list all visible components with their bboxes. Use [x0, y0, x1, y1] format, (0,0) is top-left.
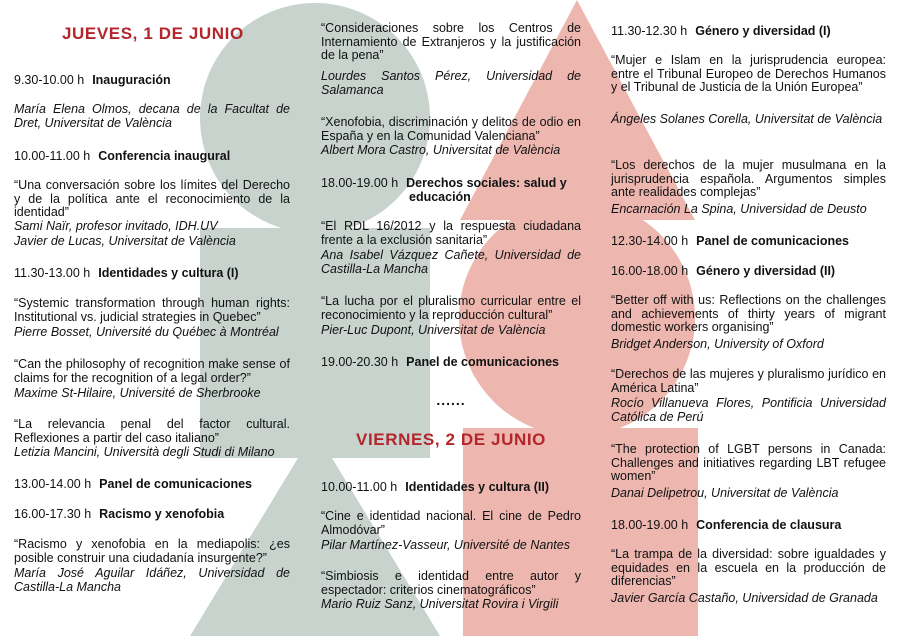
friday-heading: VIERNES, 2 DE JUNIO [356, 430, 546, 449]
slot-conferencia-inaugural [14, 149, 230, 163]
speaker: Maxime St-Hilaire, Université de Sherbrooke [14, 386, 261, 400]
talk-title: “Cine e identidad nacional. El cine de Pedro Almodóvar” [321, 509, 581, 537]
speaker: Ángeles Solanes Corella, Universitat de València [611, 112, 883, 126]
speaker: Bridget Anderson, University of Oxford [611, 337, 824, 351]
speaker: Lourdes Santos Pérez, Universidad de Salamanca [321, 69, 581, 97]
speaker: Encarnación La Spina, Universidad de Deusto [611, 202, 867, 216]
speaker: Sami Naïr, profesor invitado, IDH.UV [14, 219, 218, 233]
talk-title: “El RDL 16/2012 y la respuesta ciudadana frente a la exclusión sanitaria” [321, 219, 581, 247]
speaker: María Elena Olmos, decana de la Facultat de Dret, Universitat de València [14, 102, 290, 130]
speaker: Letizia Mancini, Università degli Studi di Milano [14, 445, 275, 459]
ellipsis-separator: ...... [436, 392, 466, 408]
slot-inauguracion [14, 73, 171, 87]
speaker: Ana Isabel Vázquez Cañete, Universidad de Castilla-La Mancha [321, 248, 581, 276]
slot-genero-1 [611, 24, 831, 38]
slot-title: Identidades y cultura (II) [405, 480, 550, 494]
slot-genero-2 [611, 264, 835, 278]
speaker: Javier García Castaño, Universidad de Granada [611, 591, 878, 605]
slot-title: Género y diversidad (I) [695, 24, 831, 38]
talk-title: “La relevancia penal del factor cultural. Reflexiones a partir del caso italiano” [14, 417, 290, 445]
speaker: Albert Mora Castro, Universitat de València [321, 143, 561, 157]
slot-identidades-2 [321, 480, 549, 494]
talk-title: “La lucha por el pluralismo curricular entre el reconocimiento y la reproducción cultural” [321, 294, 581, 322]
slot-title: Conferencia inaugural [98, 149, 231, 163]
slot-time: 11.30-13.00 h [14, 266, 91, 280]
talk-title: “Mujer e Islam en la jurisprudencia europea: entre el Tribunal Europeo de Derechos Humanos y el Tribunal de Justicia de la Unión Europea” [611, 53, 886, 94]
talk-title: “Racismo y xenofobia en la mediapolis: ¿es posible construir una ciudadanía insurgente?” [14, 537, 290, 565]
slot-panel-3 [611, 234, 849, 248]
speaker: Mario Ruiz Sanz, Universitat Rovira i Virgili [321, 597, 559, 611]
talk-title: “Los derechos de la mujer musulmana en la jurisprudencia española. Argumentos simples ante realidades complejas” [611, 158, 886, 199]
talk-title: “La trampa de la diversidad: sobre igualdades y equidades en la escuela en la producción de diferencias” [611, 547, 886, 588]
slot-title-continued [409, 190, 471, 204]
talk-title: “Better off with us: Reflections on the challenges and achievements of thirty years of migrant domestic workers organising” [611, 293, 886, 334]
slot-time: 18.00-19.00 h [321, 176, 399, 190]
slot-title: Conferencia de clausura [696, 518, 842, 532]
slot-time: 10.00-11.00 h [14, 149, 91, 163]
slot-time: 13.00-14.00 h [14, 477, 92, 491]
talk-title: “Systemic transformation through human rights: Institutional vs. judicial strategies in Quebec” [14, 296, 290, 324]
slot-time: 16.00-18.00 h [611, 264, 689, 278]
slot-title: Derechos sociales: salud y [406, 176, 567, 190]
slot-racismo [14, 507, 224, 521]
slot-title: Panel de comunicaciones [99, 477, 252, 491]
slot-time: 16.00-17.30 h [14, 507, 92, 521]
slot-time: 18.00-19.00 h [611, 518, 689, 532]
slot-time: 9.30-10.00 h [14, 73, 85, 87]
talk-title: “Can the philosophy of recognition make sense of claims for the recognition of a legal order?” [14, 357, 290, 385]
slot-time: 19.00-20.30 h [321, 355, 399, 369]
speaker: Pierre Bosset, Université du Québec à Montréal [14, 325, 279, 339]
slot-title: Inauguración [92, 73, 171, 87]
talk-title: “Una conversación sobre los límites del Derecho y de la política ante el reconocimiento de la identidad” [14, 178, 290, 219]
talk-title: “Derechos de las mujeres y pluralismo jurídico en América Latina” [611, 367, 886, 395]
speaker: María José Aguilar Idáñez, Universidad de Castilla-La Mancha [14, 566, 290, 594]
slot-title: Género y diversidad (II) [696, 264, 836, 278]
slot-clausura [611, 518, 841, 532]
slot-time: 10.00-11.00 h [321, 480, 398, 494]
speaker: Pilar Martínez-Vasseur, Université de Nantes [321, 538, 570, 552]
slot-panel-2 [321, 355, 559, 369]
talk-title: “Xenofobia, discriminación y delitos de odio en España y en la Comunidad Valenciana” [321, 115, 581, 143]
slot-title: educación [409, 190, 471, 204]
speaker: Danai Delipetrou, Universitat de València [611, 486, 839, 500]
slot-time: 11.30-12.30 h [611, 24, 688, 38]
speaker: Rocío Villanueva Flores, Pontificia Universidad Católica de Perú [611, 396, 886, 424]
speaker: Pier-Luc Dupont, Universitat de València [321, 323, 546, 337]
slot-title: Panel de comunicaciones [406, 355, 559, 369]
talk-title: “The protection of LGBT persons in Canada: Challenges and initiatives regarding LBT refugee women” [611, 442, 886, 483]
slot-derechos-sociales [321, 176, 567, 190]
slot-time: 12.30-14.00 h [611, 234, 689, 248]
slot-title: Racismo y xenofobia [99, 507, 225, 521]
speaker: Javier de Lucas, Universitat de València [14, 234, 236, 248]
slot-title: Identidades y cultura (I) [98, 266, 239, 280]
talk-title: “Simbiosis e identidad entre autor y espectador: criterios cinematográficos” [321, 569, 581, 597]
slot-panel-1 [14, 477, 252, 491]
slot-title: Panel de comunicaciones [696, 234, 849, 248]
thursday-heading: JUEVES, 1 DE JUNIO [62, 24, 244, 43]
slot-identidades-1 [14, 266, 239, 280]
talk-title: “Consideraciones sobre los Centros de Internamiento de Extranjeros y la justificación de la pena” [321, 21, 581, 62]
